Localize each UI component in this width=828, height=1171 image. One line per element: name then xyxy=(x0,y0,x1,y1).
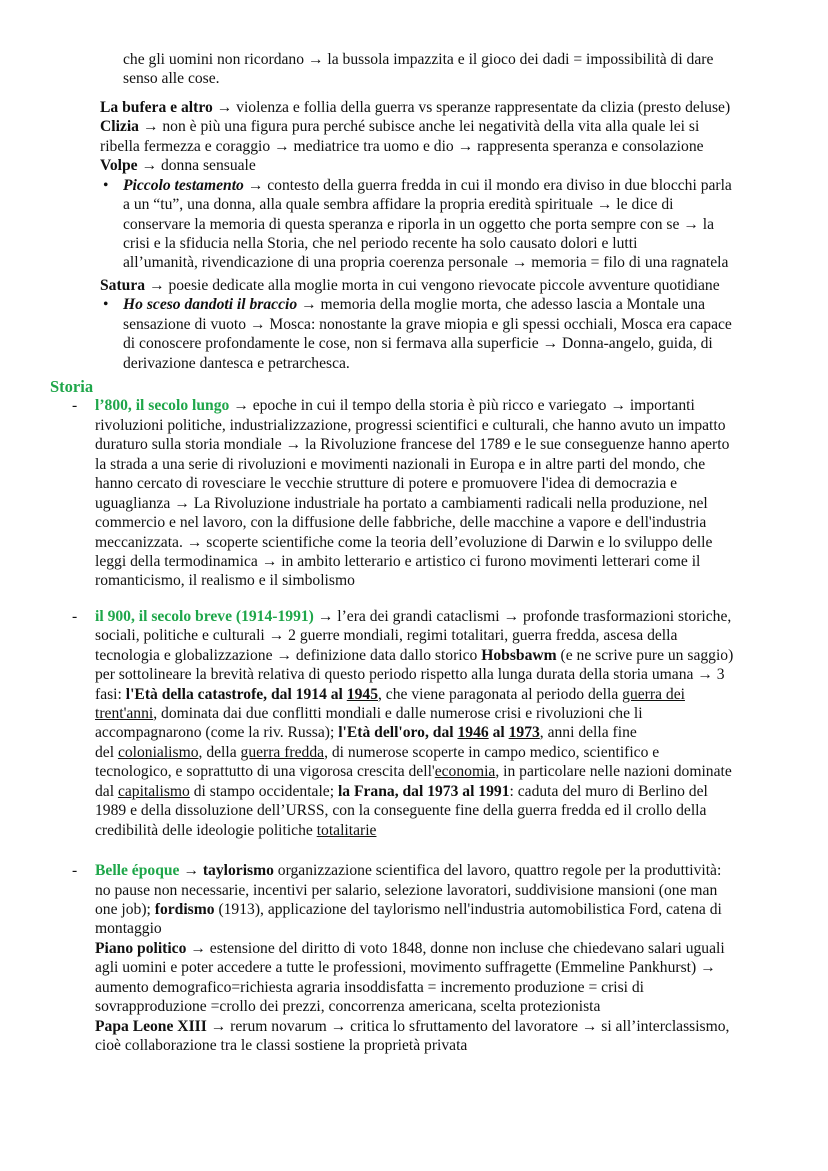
text-line xyxy=(0,276,828,295)
text-run: a un “tu”, una donna, alla quale sembra affidare la propria eredità spirituale → le dice di xyxy=(123,196,674,214)
section-heading xyxy=(0,377,828,396)
text-run: organizzazione scientifica del lavoro, quattro regole per la produttività: xyxy=(273,862,722,880)
styled-text-g: l’800, il secolo lungo xyxy=(95,397,230,415)
text-line xyxy=(0,704,828,723)
text-run: di stampo occidentale; xyxy=(189,782,338,800)
text-run: crisi e la sfiducia nella Storia, che nel periodo recente ha solo causato dolori e lutti xyxy=(123,234,638,252)
para-block xyxy=(0,98,828,176)
text-line xyxy=(0,334,828,353)
text-line xyxy=(0,69,828,88)
text-run: commercio e nel lavoro, con la diffusione delle fabbriche, delle macchine a vapore e dell'industria xyxy=(95,514,707,532)
dash-block xyxy=(0,607,828,840)
text-run: → epoche in cui il tempo della storia è più ricco e variegato → importanti xyxy=(229,397,695,415)
styled-text-u: trent'anni xyxy=(95,705,154,722)
text-line xyxy=(0,607,828,626)
styled-text-bi: Ho sceso dandoti il braccio xyxy=(123,296,298,314)
text-line xyxy=(0,646,828,665)
text-run: tecnologico, e soprattutto di una vigorosa crescita dell' xyxy=(95,763,435,781)
styled-text-h: Storia xyxy=(50,377,94,396)
styled-text-b: Papa Leone XIII xyxy=(95,1017,207,1035)
text-run: → contesto della guerra fredda in cui il mondo era diviso in due blocchi parla xyxy=(243,176,732,194)
styled-text-b: l'Età della catastrofe, dal 1914 al xyxy=(125,685,347,703)
text-run: , dominata dai due conflitti mondiali e dalle numerose crisi e rivoluzioni che li xyxy=(153,705,643,722)
text-line xyxy=(0,939,828,958)
text-run: rivoluzioni politiche, industrializzazione, progressi scientifici e culturali, che hanno avuto un impatto xyxy=(95,416,726,434)
text-line xyxy=(0,295,828,314)
text-run: no pause non necessarie, incentivi per salario, selezione lavoratori, suddivisione mansioni (one man xyxy=(95,881,718,899)
text-run: , di numerose scoperte in campo medico, scientifico e xyxy=(324,743,660,761)
styled-text-b: fordismo xyxy=(154,900,215,918)
styled-text-bu: 1973 xyxy=(508,724,540,742)
text-line xyxy=(0,253,828,272)
text-line xyxy=(0,665,828,684)
text-run: accompagnarono (come la riv. Russa); xyxy=(95,724,339,742)
text-line xyxy=(0,137,828,156)
text-line xyxy=(0,533,828,552)
para-block xyxy=(0,276,828,295)
text-line xyxy=(0,50,828,69)
styled-text-u: capitalismo xyxy=(117,782,190,800)
text-run: (e ne scrive pure un saggio) xyxy=(556,646,734,664)
styled-text-u: totalitarie xyxy=(316,821,377,839)
text-run: per sottolineare la brevità relativa di questo periodo rispetto alla lunga durata della storia umana → 3 xyxy=(95,666,725,684)
text-run: aumento demografico=richiesta agraria insoddisfatta = incremento produzione = crisi di xyxy=(95,978,645,996)
text-line xyxy=(0,396,828,415)
text-run: one job); xyxy=(95,900,155,918)
styled-text-b: la Frana, dal 1973 al 1991 xyxy=(337,782,510,800)
text-run: di conoscere profondamente le cose, non si fermava alla superficie → Donna-angelo, guida, di xyxy=(123,335,713,353)
text-run: → rerum novarum → critica lo sfruttamento del lavoratore → si all’interclassismo, xyxy=(206,1017,730,1035)
text-line xyxy=(0,571,828,590)
text-line xyxy=(0,762,828,781)
dash-block xyxy=(0,396,828,590)
bullet-marker: • xyxy=(103,296,109,314)
text-line xyxy=(0,552,828,571)
text-run: 1989 e della dissoluzione dell’URSS, con la conseguente fine della guerra fredda ed il crollo della xyxy=(95,802,707,820)
text-line xyxy=(0,1017,828,1036)
text-run: → memoria della moglie morta, che adesso lascia a Montale una xyxy=(297,296,706,314)
text-line xyxy=(0,743,828,762)
text-line xyxy=(0,215,828,234)
text-line xyxy=(0,861,828,880)
text-run: uguaglianza → La Rivoluzione industriale ha portato a cambiamenti radicali nella produzione, nel xyxy=(95,494,708,512)
text-line xyxy=(0,195,828,214)
styled-text-b: al xyxy=(488,724,509,742)
styled-text-b: Clizia xyxy=(100,118,139,136)
styled-text-u: guerra dei xyxy=(622,685,685,703)
text-run: → non è più una figura pura perché subisce anche lei negatività della vita alla quale lei si xyxy=(138,118,700,136)
text-line xyxy=(0,354,828,373)
text-run: montaggio xyxy=(95,920,162,938)
text-line xyxy=(0,978,828,997)
text-run: → l’era dei grandi cataclismi → profonde trasformazioni storiche, xyxy=(313,607,732,625)
styled-text-b: Satura xyxy=(100,276,146,294)
styled-text-g: Belle époque xyxy=(95,862,180,880)
text-run: che gli uomini non ricordano → la bussola impazzita e il gioco dei dadi = impossibilità di dare xyxy=(123,51,714,68)
text-line xyxy=(0,997,828,1016)
dash-marker: - xyxy=(72,397,78,415)
text-run: (1913), applicazione del taylorismo nell'industria automobilistica Ford, catena di xyxy=(214,900,722,918)
text-run: sovrapproduzione =crollo dei prezzi, concorrenza americana, scelta protezionista xyxy=(95,998,601,1016)
cont-block xyxy=(0,50,828,89)
text-run: cioè collaborazione tra le classi sostiene la proprietà privata xyxy=(95,1037,468,1054)
text-run: tecnologia e globalizzazione → definizione data dallo storico xyxy=(95,646,482,664)
text-run: la strada a una serie di rivoluzioni e movimenti nazionali in Europa e in altre parti del mondo, che xyxy=(95,455,706,473)
bullet-block xyxy=(0,176,828,273)
text-run: ribella fermezza e coraggio → mediatrice tra uomo e dio → rappresenta speranza e consolazione xyxy=(100,137,704,155)
text-line xyxy=(0,782,828,801)
styled-text-bu: 1945 xyxy=(346,685,378,703)
dash-marker: - xyxy=(72,862,78,880)
text-line xyxy=(0,881,828,900)
styled-text-bu: 1946 xyxy=(457,724,489,742)
text-line xyxy=(0,626,828,645)
text-line xyxy=(0,900,828,919)
text-line xyxy=(0,416,828,435)
text-run: sensazione di vuoto → Mosca: nonostante la grave miopia e gli spessi occhiali, Mosca era capace xyxy=(123,315,732,333)
text-line xyxy=(0,513,828,532)
text-line xyxy=(0,117,828,136)
styled-text-bi: Piccolo testamento xyxy=(123,176,244,194)
styled-text-b: Piano politico xyxy=(95,939,187,957)
text-run: del xyxy=(95,743,118,761)
document-page xyxy=(0,50,828,1055)
text-run: → estensione del diritto di voto 1848, donne non incluse che chiedevano salari uguali xyxy=(186,939,725,957)
styled-text-u: guerra fredda xyxy=(240,743,325,761)
text-run: → donna sensuale xyxy=(137,157,256,175)
text-run: derivazione dantesca e petrarchesca. xyxy=(123,354,350,372)
text-run: conservare la memoria di questa speranza e riporla in un oggetto che porta sempre con se → la xyxy=(123,215,715,233)
text-run: , che viene paragonata al periodo della xyxy=(377,685,623,703)
styled-text-b: l'Età dell'oro, dal xyxy=(338,724,458,742)
text-line xyxy=(0,919,828,938)
text-line xyxy=(0,156,828,175)
text-run: senso alle cose. xyxy=(123,70,220,88)
text-line xyxy=(0,315,828,334)
dash-block xyxy=(0,861,828,1055)
text-line xyxy=(0,685,828,704)
text-run: → xyxy=(179,862,203,880)
styled-text-b: Volpe xyxy=(100,157,138,175)
text-run: sociali, politiche e culturali → 2 guerre mondiali, regimi totalitari, guerra fredda, ascesa della xyxy=(95,627,678,645)
text-line xyxy=(0,1036,828,1055)
text-run: : caduta del muro di Berlino del xyxy=(509,782,708,800)
text-run: credibilità delle ideologie politiche xyxy=(95,821,317,839)
text-line xyxy=(0,474,828,493)
text-run: all’umanità, rivendicazione di una propria coerenza personale → memoria = filo di una ragnatela xyxy=(123,254,729,272)
text-line xyxy=(0,494,828,513)
text-line xyxy=(0,176,828,195)
text-run: duraturo sulla storia mondiale → la Rivoluzione francese del 1789 e le sue conseguenze hanno aperto xyxy=(95,436,730,454)
styled-text-b: La bufera e altro xyxy=(100,98,213,116)
text-run: romanticismo, il realismo e il simbolismo xyxy=(95,572,355,590)
styled-text-b: taylorismo xyxy=(202,862,274,880)
text-run: → violenza e follia della guerra vs speranze rappresentate da clizia (presto deluse) xyxy=(212,98,731,116)
bullet-block xyxy=(0,295,828,373)
text-line xyxy=(0,435,828,454)
text-run: meccanizzata. → scoperte scientifiche come la teoria dell’evoluzione di Darwin e lo sviluppo delle xyxy=(95,533,713,551)
styled-text-b: Hobsbawm xyxy=(481,646,557,664)
text-run: hanno cercato di rovesciare le vecchie strutture di potere e promuovere l'idea di democrazia e xyxy=(95,475,678,493)
text-line xyxy=(0,958,828,977)
styled-text-g: il 900, il secolo breve (1914-1991) xyxy=(95,607,314,625)
text-line xyxy=(0,821,828,840)
text-line xyxy=(0,234,828,253)
text-run: , anni della fine xyxy=(539,724,637,742)
text-run: agli uomini e poter accedere a tutte le professioni, movimento suffragette (Emmeline Pankhurst) → xyxy=(95,959,716,977)
text-line xyxy=(0,377,828,396)
text-line xyxy=(0,455,828,474)
text-run: , in particolare nelle nazioni dominate xyxy=(495,763,732,781)
text-line xyxy=(0,98,828,117)
text-run: , della xyxy=(198,743,241,761)
dash-marker: - xyxy=(72,607,78,625)
text-line xyxy=(0,801,828,820)
text-run: → poesie dedicate alla moglie morta in cui vengono rievocate piccole avventure quotidiane xyxy=(145,276,720,294)
text-line xyxy=(0,723,828,742)
text-run: leggi della termodinamica → in ambito letterario e artistico ci furono movimenti letterari come il xyxy=(95,552,701,570)
styled-text-u: colonialismo xyxy=(117,743,199,761)
text-run: dal xyxy=(95,782,118,800)
text-run: fasi: xyxy=(95,685,126,703)
bullet-marker: • xyxy=(103,176,109,194)
styled-text-u: economia xyxy=(434,763,496,781)
